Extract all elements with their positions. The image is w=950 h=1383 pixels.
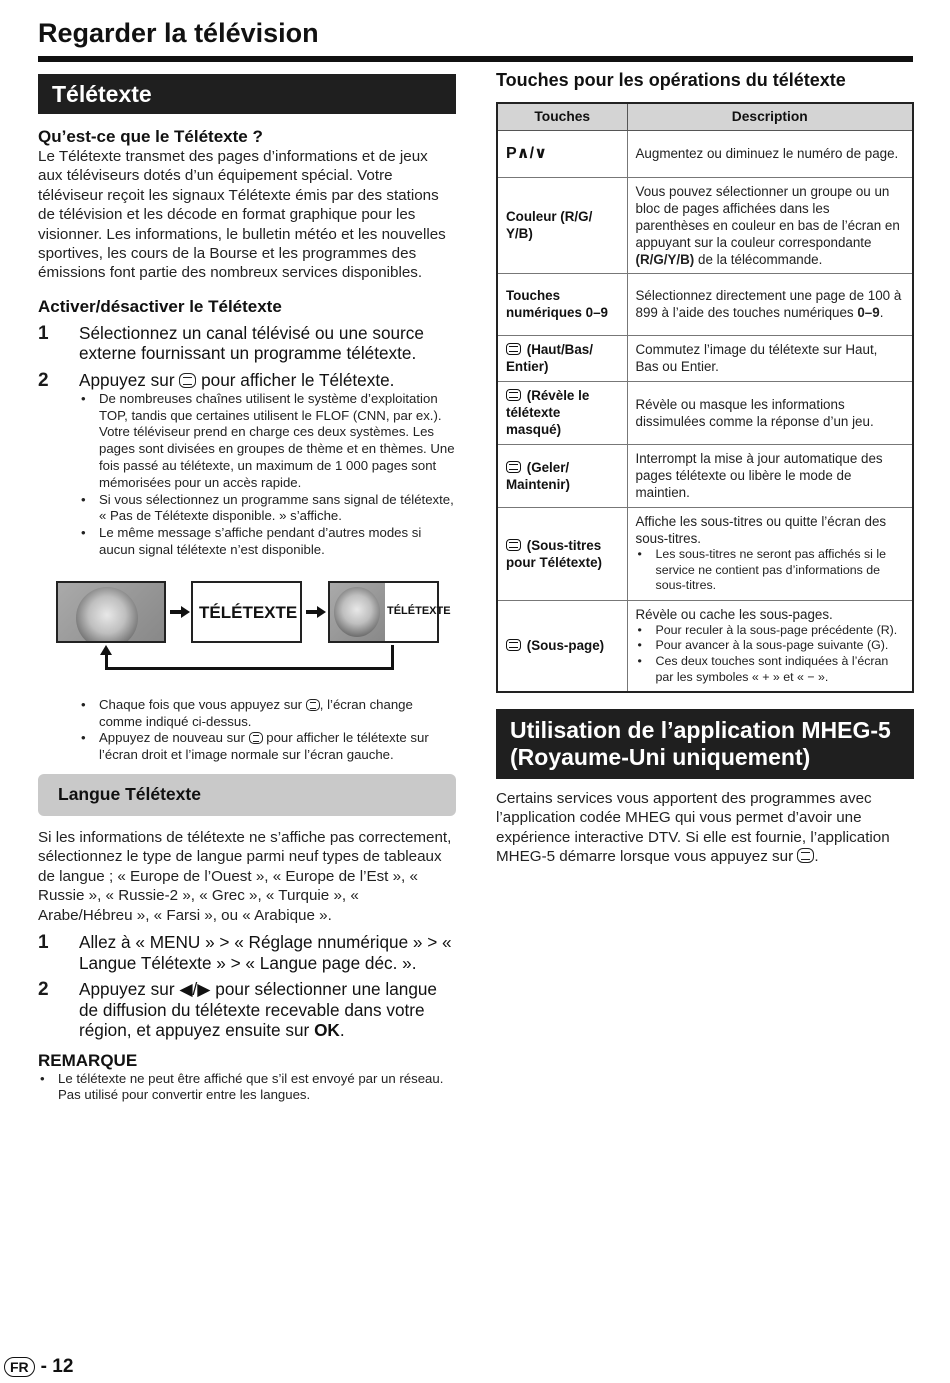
- table-row: [497, 507, 913, 600]
- bullet-item: [79, 697, 456, 731]
- key-cell: [497, 444, 627, 507]
- step-text: [79, 979, 456, 1041]
- desc-text: Révèle ou cache les sous-pages.: [635, 606, 833, 622]
- title-rule: [38, 56, 913, 62]
- teletext-screen: [191, 581, 302, 643]
- activate-step-2: [38, 370, 456, 391]
- table-row: [497, 273, 913, 335]
- remarque-heading: REMARQUE: [38, 1050, 138, 1070]
- what-is-teletext-text: Le Télétexte transmet des pages d’informations et de jeux aux téléviseurs dotés d’un équipement spécial. Votre téléviseur reçoit les signaux Télétexte émis par des stations de télévision et les décode en format graphique pour les visionner. Les informations, le bulletin météo et les nouvelles sportives, les cours de la Bourse et les programmes des émissions font partie des nombreux services disponibles.: [38, 148, 446, 282]
- key-cell: [497, 600, 627, 692]
- bullet-item: [79, 730, 456, 764]
- teletext-language-heading: Langue Télétexte: [38, 774, 456, 816]
- desc-cell: Augmentez ou diminuez le numéro de page.: [627, 130, 913, 177]
- teletext-label-small: TÉLÉTEXTE: [387, 604, 451, 617]
- desc-cell: [627, 600, 913, 692]
- bullet-text: Appuyez de nouveau sur: [99, 730, 245, 746]
- arrow-right-icon: [170, 606, 190, 618]
- language-step-2: [38, 979, 456, 1041]
- step2-before: Appuyez sur: [79, 369, 175, 390]
- what-is-teletext-heading: Qu’est-ce que le Télétexte ?: [38, 127, 263, 146]
- desc-cell: [627, 273, 913, 335]
- desc-bold: 0–9: [857, 305, 880, 320]
- mheg-text-end: .: [814, 847, 819, 865]
- table-row: [497, 335, 913, 381]
- arrow-right-icon: [306, 606, 326, 618]
- key-label: (Sous-titres pour Télétexte): [506, 537, 602, 570]
- remarque-notes: [38, 1071, 456, 1105]
- key-cell: [497, 507, 627, 600]
- bullet-item: • Si vous sélectionnez un programme sans signal de télétexte, « Pas de Télétexte disponible. » s’affiche.: [79, 492, 456, 526]
- desc-text: de la télécommande.: [698, 251, 823, 267]
- step-text: [79, 370, 456, 391]
- language-step-1: [38, 932, 456, 973]
- teletext-button-icon: [797, 848, 814, 863]
- step2-end: .: [339, 1020, 345, 1041]
- key-cell: Couleur (R/G/ Y/B): [497, 177, 627, 273]
- key-label: (Geler/ Maintenir): [506, 459, 570, 492]
- bullet-text: Chaque fois que vous appuyez sur: [99, 696, 303, 712]
- mheg-text: [496, 789, 914, 867]
- desc-bullets: [636, 547, 905, 594]
- hold-icon: [506, 461, 521, 473]
- teletext-section-title: Télétexte: [38, 74, 456, 114]
- desc-cell: Révèle ou masque les informations dissimulées comme la réponse d’un jeu.: [627, 381, 913, 444]
- ok-button-label: OK: [314, 1020, 340, 1041]
- col-header-keys: Touches: [497, 103, 627, 130]
- step2-bullets: [79, 391, 456, 559]
- step-number: 2: [38, 369, 49, 391]
- key-label: (Sous-page): [526, 638, 605, 654]
- step2-after: pour afficher le Télétexte.: [201, 369, 395, 390]
- key-cell: [497, 335, 627, 381]
- activate-step-1: [38, 323, 456, 364]
- key-label: (Révèle le télétexte masqué): [506, 388, 590, 437]
- key-cell: P∧/∨: [497, 130, 627, 177]
- bullet-item: • Le même message s’affiche pendant d’autres modes si aucun signal télétexte n’est disponible.: [79, 525, 456, 559]
- reveal-icon: [506, 389, 521, 401]
- bullet-text: , l’écran change comme indiqué ci-dessus.: [99, 696, 413, 729]
- note-item: • Le télétexte ne peut être affiché que s’il est envoyé par un réseau. Pas utilisé pour convertir entre les langues.: [38, 1071, 456, 1105]
- step-number: 1: [38, 932, 49, 954]
- teletext-keys-table: [496, 102, 914, 693]
- key-cell: Touches numériques 0–9: [497, 273, 627, 335]
- page-title: Regarder la télévision: [38, 18, 319, 48]
- mheg-section-title: Utilisation de l’application MHEG-5 (Royaume-Uni uniquement): [496, 709, 914, 779]
- arrow-up-icon: [100, 645, 112, 655]
- key-cell: [497, 381, 627, 444]
- table-row: [497, 600, 913, 692]
- step2-text: Appuyez sur ◀/▶ pour sélectionner une langue de diffusion du télétexte recevable dans votre région, et appuyez ensuite sur: [79, 979, 437, 1041]
- desc-bullets: [636, 623, 905, 686]
- teletext-button-icon: [249, 732, 263, 744]
- activate-teletext-heading: Activer/désactiver le Télétexte: [38, 296, 282, 316]
- desc-cell: [627, 507, 913, 600]
- bullet-item: • Ces deux touches sont indiquées à l’écran par les symboles « + » et « − ».: [636, 654, 905, 686]
- table-row: [497, 444, 913, 507]
- teletext-label: TÉLÉTEXTE: [199, 602, 298, 622]
- desc-text: Affiche les sous-titres ou quitte l’écran des sous-titres.: [635, 513, 887, 546]
- page-footer: [4, 1356, 73, 1378]
- desc-cell: Interrompt la mise à jour automatique des pages télétexte ou libère le mode de maintien.: [627, 444, 913, 507]
- loop-line-bottom: [105, 667, 394, 670]
- teletext-language-text: Si les informations de télétexte ne s’affiche pas correctement, sélectionnez le type de langue parmi neuf types de tableaux de langue ; « Europe de l’Ouest », « Europe de l’Est », « Russie », « Russie-2 », « Grec », « Turquie », « Arabe/Hébreu », « Farsi », ou « Arabique ».: [38, 829, 452, 924]
- language-badge: FR: [4, 1357, 35, 1377]
- bullet-item: • Pour reculer à la sous-page précédente (R).: [636, 623, 905, 639]
- tv-picture-lion: [56, 581, 166, 643]
- lion-image: [76, 587, 138, 643]
- keys-table-heading: Touches pour les opérations du télétexte: [496, 70, 846, 90]
- bullet-item: • Pour avancer à la sous-page suivante (G).: [636, 638, 905, 654]
- teletext-button-icon: [179, 373, 196, 388]
- mheg-text-body: Certains services vous apportent des programmes avec l’application codée MHEG qui vous permet d’avoir une expérience interactive DTV. Si elle est fournie, l’application MHEG-5 démarre lorsque vous appuyez sur: [496, 789, 890, 865]
- desc-cell: [627, 177, 913, 273]
- table-row: [497, 381, 913, 444]
- col-header-description: Description: [627, 103, 913, 130]
- lion-image: [334, 587, 380, 637]
- diagram-bullets: [79, 697, 456, 764]
- desc-bold: (R/G/Y/B): [635, 251, 695, 267]
- teletext-size-icon: [506, 343, 521, 355]
- left-column: [38, 74, 456, 1104]
- bullet-text: pour afficher le télétexte sur l’écran droit et l’image normale sur l’écran gauche.: [99, 730, 429, 763]
- page-number: - 12: [40, 1356, 74, 1377]
- key-label: (Haut/Bas/ Entier): [506, 342, 593, 374]
- step-number: 1: [38, 322, 49, 344]
- teletext-mode-diagram: [38, 581, 456, 691]
- step-text: Allez à « MENU » > « Réglage nnumérique » > « Langue Télétexte » > « Langue page déc. ».: [79, 932, 452, 973]
- step-number: 2: [38, 979, 49, 1001]
- bullet-item: • De nombreuses chaînes utilisent le système d’exploitation TOP, tandis que certaines utilisent le FLOF (CNN, par ex.). Votre téléviseur prend en charge ces deux systèmes. Les pages sont divisées en groupes de thème et en thèmes. Une fois passé au télétexte, un maximum de 1 000 pages sont mémorisées pour un accès rapide.: [79, 391, 456, 492]
- desc-text: Vous pouvez sélectionner un groupe ou un bloc de pages affichées dans les parenthèses en couleur en bas de l’écran en appuyant sur la couleur correspondante: [635, 183, 900, 250]
- split-screen: [328, 581, 451, 643]
- table-row: [497, 130, 913, 177]
- teletext-button-icon: [306, 699, 320, 711]
- loop-line-right: [391, 645, 394, 670]
- desc-cell: Commutez l’image du télétexte sur Haut, Bas ou Entier.: [627, 335, 913, 381]
- step-text: Sélectionnez un canal télévisé ou une source externe fournissant un programme télétexte.: [79, 322, 424, 364]
- bullet-item: • Les sous-titres ne seront pas affichés si le service ne contient pas d’informations de sous-titres.: [636, 547, 905, 594]
- desc-text: Sélectionnez directement une page de 100 à 899 à l’aide des touches numériques: [635, 288, 902, 320]
- right-column: [496, 70, 914, 866]
- desc-text: .: [879, 305, 884, 320]
- subtitle-icon: [506, 539, 521, 551]
- table-header-row: [497, 103, 913, 130]
- subpage-icon: [506, 639, 521, 651]
- split-lion-half: [330, 583, 385, 641]
- table-row: [497, 177, 913, 273]
